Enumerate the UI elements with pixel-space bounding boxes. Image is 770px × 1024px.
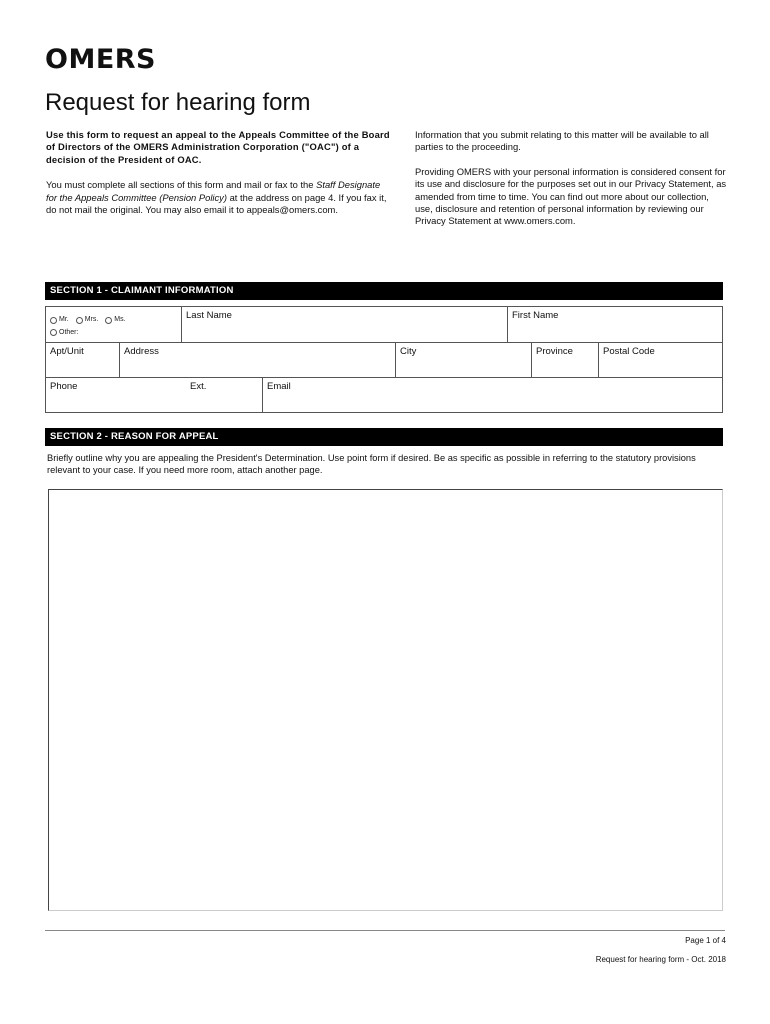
postal-code-field[interactable] (599, 343, 722, 377)
province-label: Province (536, 346, 573, 357)
page-title: Request for hearing form (45, 89, 311, 116)
salutation-radio-other[interactable] (50, 328, 78, 338)
salutation-options (50, 315, 131, 340)
claimant-info-grid (45, 306, 723, 413)
phone-field[interactable] (46, 378, 186, 413)
ext-label: Ext. (190, 381, 207, 392)
salutation-label: Other: (59, 328, 79, 336)
last-name-field[interactable] (182, 307, 507, 342)
form-version: Request for hearing form - Oct. 2018 (595, 955, 726, 964)
apt-unit-field[interactable] (46, 343, 119, 377)
postal-code-label: Postal Code (603, 346, 655, 357)
radio-circle-icon (50, 317, 57, 324)
intro-right-column (415, 129, 727, 228)
footer-divider (45, 930, 725, 931)
radio-circle-icon (76, 317, 83, 324)
intro-disclosure-text: Information that you submit relating to this matter will be available to all parties to the proceeding. (415, 129, 709, 153)
radio-circle-icon (105, 317, 112, 324)
intro-purpose-text: Use this form to request an appeal to the Appeals Committee of the Board of Directors of the OMERS Administration Corporation ("OAC") of a decision of the President of OAC. (46, 129, 390, 165)
intro-instructions-text (46, 179, 391, 216)
address-field[interactable] (120, 343, 395, 377)
radio-circle-icon (50, 329, 57, 336)
reason-textarea[interactable] (48, 489, 723, 911)
salutation-radio-mr[interactable] (50, 315, 69, 325)
reason-instructions: Briefly outline why you are appealing the President's Determination. Use point form if desired. Be as specific as possible in referring to the statutory provisions relevant to your case. If you need more room, attach another page. (47, 453, 696, 476)
apt-unit-label: Apt/Unit (50, 346, 84, 357)
page-number: Page 1 of 4 (685, 936, 726, 945)
first-name-label: First Name (512, 310, 559, 321)
intro-left-column (46, 129, 391, 216)
salutation-radio-ms[interactable] (105, 315, 125, 325)
salutation-label: Mrs. (84, 316, 99, 323)
intro-privacy-text: Providing OMERS with your personal information is considered consent for its use and disclosure for the purposes set out in our Privacy Statement, as amended from time to time. You can find out more about our collection, use, disclosure and retention of personal information by reviewing our Privacy Statement at www.omers.com. (415, 165, 727, 227)
phone-label: Phone (50, 381, 78, 392)
intro-instructions-italic: Staff Designate for the Appeals Committee (Pension Policy) (46, 179, 381, 203)
salutation-label: Mr. (59, 316, 69, 323)
section2-header: SECTION 2 - REASON FOR APPEAL (45, 428, 723, 446)
section1-header: SECTION 1 - CLAIMANT INFORMATION (45, 282, 723, 300)
city-field[interactable] (396, 343, 531, 377)
province-field[interactable] (532, 343, 598, 377)
last-name-label: Last Name (186, 310, 232, 321)
ext-field[interactable] (186, 378, 262, 413)
omers-logo: OMERS (45, 44, 157, 75)
email-label: Email (267, 381, 291, 392)
city-label: City (400, 346, 417, 357)
first-name-field[interactable] (508, 307, 722, 342)
intro-instructions-post: at the address on page 4. If you fax it, do not mail the original. You may also email it to appeals@omers.com. (46, 191, 387, 216)
salutation-label: Ms. (114, 316, 126, 323)
email-field[interactable] (263, 378, 722, 413)
intro-instructions-pre: You must complete all sections of this form and mail or fax to the (46, 179, 317, 191)
salutation-radio-mrs[interactable] (76, 315, 99, 325)
address-label: Address (124, 346, 159, 357)
